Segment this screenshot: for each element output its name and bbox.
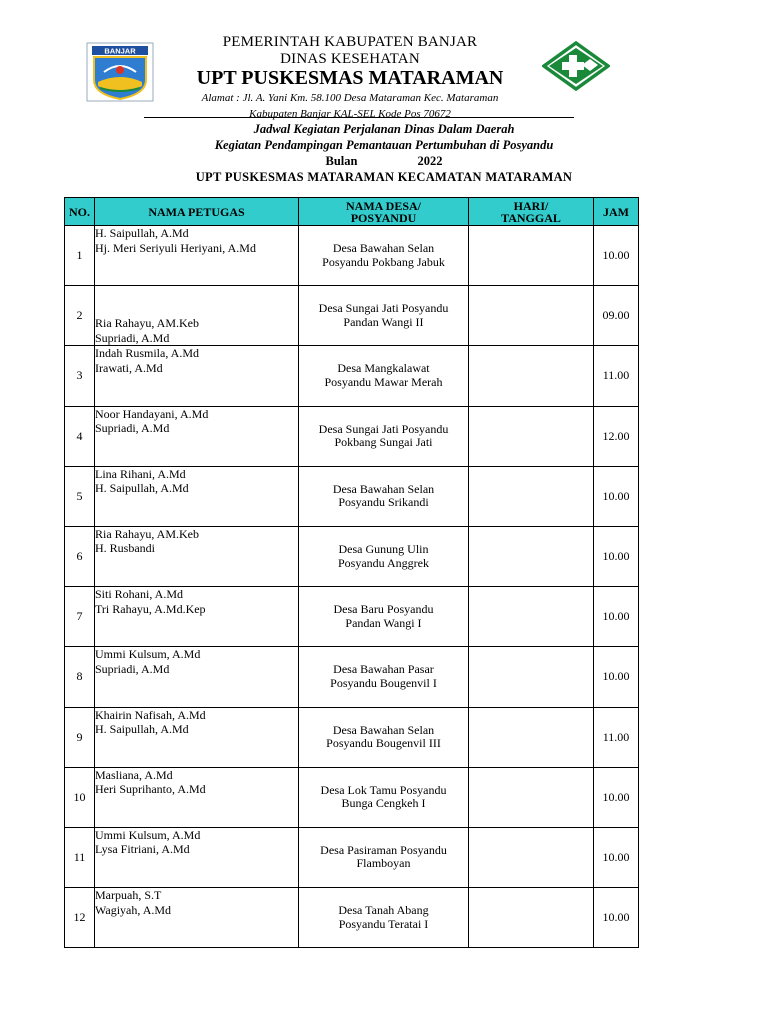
header-department: DINAS KESEHATAN xyxy=(280,51,420,67)
petugas-name-1: Indah Rusmila, A.Md xyxy=(95,346,199,361)
table-row xyxy=(65,226,639,286)
cell-hari xyxy=(469,767,594,827)
title-month-row xyxy=(0,153,768,169)
petugas-name-2: H. Saipullah, A.Md xyxy=(95,481,189,496)
cell-petugas xyxy=(95,888,299,948)
table-row xyxy=(65,707,639,767)
desa-line-2: Posyandu Mawar Merah xyxy=(324,374,443,389)
petugas-name-1: H. Saipullah, A.Md xyxy=(95,226,189,240)
desa-line-1: Desa Mangkalawat xyxy=(337,361,430,376)
cell-petugas xyxy=(95,647,299,707)
col-header-no: NO. xyxy=(65,198,95,226)
title-activity: Kegiatan Pendampingan Pemantauan Pertumbuhan di Posyandu xyxy=(214,138,554,152)
desa-line-2: Flamboyan xyxy=(356,856,411,871)
cell-no: 5 xyxy=(65,466,95,526)
col-header-desa-line1: NAMA DESA/ xyxy=(345,198,421,213)
cell-no: 7 xyxy=(65,587,95,647)
desa-line-1: Desa Tanah Abang xyxy=(338,903,429,918)
petugas-name-2: Irawati, A.Md xyxy=(95,360,163,375)
petugas-name-2: H. Rusbandi xyxy=(95,541,155,556)
title-year: 2022 xyxy=(417,154,443,168)
petugas-name-1: Marpuah, S.T xyxy=(95,888,162,903)
table-row xyxy=(65,466,639,526)
cell-jam: 10.00 xyxy=(594,888,639,948)
cell-petugas xyxy=(95,827,299,887)
cell-jam: 12.00 xyxy=(594,406,639,466)
desa-line-1: Desa Lok Tamu Posyandu xyxy=(320,782,447,797)
desa-line-2: Posyandu Srikandi xyxy=(338,495,429,510)
cell-no: 12 xyxy=(65,888,95,948)
petugas-name-2: Supriadi, A.Md xyxy=(95,330,170,345)
petugas-name-2: Supriadi, A.Md xyxy=(95,421,170,436)
desa-line-1: Desa Pasiraman Posyandu xyxy=(320,842,447,857)
petugas-name-2: H. Saipullah, A.Md xyxy=(95,722,189,736)
desa-line-2: Posyandu Bougenvil III xyxy=(326,736,441,751)
desa-line-1: Desa Bawahan Selan xyxy=(332,241,435,256)
cell-petugas xyxy=(95,226,299,286)
cell-hari xyxy=(469,226,594,286)
desa-line-1: Desa Bawahan Selan xyxy=(332,722,435,737)
table-header-row xyxy=(65,198,639,226)
cell-hari xyxy=(469,827,594,887)
cell-no: 3 xyxy=(65,346,95,406)
title-unit: UPT PUSKESMAS MATARAMAN KECAMATAN MATARAMAN xyxy=(195,170,573,184)
cell-jam: 10.00 xyxy=(594,587,639,647)
cell-desa xyxy=(299,707,469,767)
desa-line-1: Desa Gunung Ulin xyxy=(338,542,429,557)
petugas-name-2: Wagiyah, A.Md xyxy=(95,902,172,917)
cell-petugas xyxy=(95,346,299,406)
header-puskesmas-name: UPT PUSKESMAS MATARAMAN xyxy=(196,67,504,89)
puskesmas-logo-icon xyxy=(542,41,610,91)
cell-jam: 09.00 xyxy=(594,286,639,346)
cell-no: 10 xyxy=(65,767,95,827)
desa-line-2: Bunga Cengkeh I xyxy=(341,796,426,811)
cell-jam: 10.00 xyxy=(594,767,639,827)
col-header-hari xyxy=(469,198,594,226)
cell-petugas xyxy=(95,767,299,827)
cell-desa xyxy=(299,226,469,286)
col-header-hari-line1: HARI/ xyxy=(513,198,549,213)
cell-hari xyxy=(469,526,594,586)
table-row xyxy=(65,286,639,346)
petugas-name-1: Noor Handayani, A.Md xyxy=(95,406,209,421)
cell-hari xyxy=(469,647,594,707)
cell-desa xyxy=(299,888,469,948)
cell-desa xyxy=(299,827,469,887)
cell-petugas xyxy=(95,406,299,466)
cell-jam: 10.00 xyxy=(594,827,639,887)
col-header-desa xyxy=(299,198,469,226)
petugas-name-1: Lina Rihani, A.Md xyxy=(95,466,186,481)
letterhead xyxy=(0,34,768,120)
cell-desa xyxy=(299,767,469,827)
petugas-name-1: Khairin Nafisah, A.Md xyxy=(95,707,206,722)
cell-hari xyxy=(469,346,594,406)
cell-petugas xyxy=(95,286,299,346)
cell-hari xyxy=(469,707,594,767)
cell-jam: 10.00 xyxy=(594,466,639,526)
petugas-name-1: Ummi Kulsum, A.Md xyxy=(95,647,201,662)
table-row xyxy=(65,647,639,707)
cell-hari xyxy=(469,888,594,948)
desa-line-1: Desa Sungai Jati Posyandu xyxy=(318,301,449,316)
petugas-name-1: Ria Rahayu, AM.Keb xyxy=(95,316,199,331)
cell-petugas xyxy=(95,526,299,586)
cell-desa xyxy=(299,526,469,586)
header-address-line2: Kabupaten Banjar KAL-SEL Kode Pos 70672 xyxy=(249,108,451,120)
desa-line-1: Desa Bawahan Pasar xyxy=(333,662,434,677)
petugas-name-2: Supriadi, A.Md xyxy=(95,661,170,676)
cell-jam: 10.00 xyxy=(594,526,639,586)
table-row xyxy=(65,827,639,887)
header-address: Alamat : Jl. A. Yani Km. 58.100 Desa Mataraman Kec. Mataraman xyxy=(201,92,499,104)
cell-no: 1 xyxy=(65,226,95,286)
cell-no: 4 xyxy=(65,406,95,466)
cell-no: 2 xyxy=(65,286,95,346)
cell-desa xyxy=(299,587,469,647)
col-header-jam: JAM xyxy=(594,198,639,226)
cell-jam: 10.00 xyxy=(594,647,639,707)
table-row xyxy=(65,767,639,827)
col-header-hari-line2: TANGGAL xyxy=(501,210,561,225)
desa-line-1: Desa Baru Posyandu xyxy=(333,602,434,617)
desa-line-1: Desa Sungai Jati Posyandu xyxy=(318,421,449,436)
col-header-petugas: NAMA PETUGAS xyxy=(95,198,299,226)
petugas-name-2: Heri Suprihanto, A.Md xyxy=(95,782,206,797)
cell-petugas xyxy=(95,587,299,647)
desa-line-2: Pokbang Sungai Jati xyxy=(334,435,433,450)
cell-desa xyxy=(299,647,469,707)
cell-desa xyxy=(299,406,469,466)
cell-jam: 11.00 xyxy=(594,707,639,767)
logo-left-text: BANJAR xyxy=(104,46,136,56)
header-divider xyxy=(144,117,574,118)
desa-line-2: Posyandu Pokbang Jabuk xyxy=(322,254,445,269)
table-row xyxy=(65,888,639,948)
cell-desa xyxy=(299,286,469,346)
table-row xyxy=(65,406,639,466)
title-month-label: Bulan xyxy=(325,154,358,168)
cell-no: 6 xyxy=(65,526,95,586)
desa-line-2: Posyandu Anggrek xyxy=(338,555,429,570)
schedule-table xyxy=(64,197,639,948)
petugas-name-1: Ummi Kulsum, A.Md xyxy=(95,827,201,842)
desa-line-2: Posyandu Teratai I xyxy=(338,916,429,931)
desa-line-2: Posyandu Bougenvil I xyxy=(330,675,437,690)
petugas-name-1: Ria Rahayu, AM.Keb xyxy=(95,526,199,541)
petugas-name-1: Masliana, A.Md xyxy=(95,767,173,782)
cell-hari xyxy=(469,466,594,526)
cell-hari xyxy=(469,406,594,466)
cell-desa xyxy=(299,346,469,406)
cell-no: 8 xyxy=(65,647,95,707)
cell-desa xyxy=(299,466,469,526)
petugas-name-2: Hj. Meri Seriyuli Heriyani, A.Md xyxy=(95,240,256,255)
petugas-name-2: Lysa Fitriani, A.Md xyxy=(95,842,190,857)
header-government: PEMERINTAH KABUPATEN BANJAR xyxy=(222,34,478,50)
desa-line-2: Pandan Wangi I xyxy=(345,615,422,630)
table-row xyxy=(65,526,639,586)
cell-no: 9 xyxy=(65,707,95,767)
desa-line-2: Pandan Wangi II xyxy=(343,314,424,329)
cell-jam: 10.00 xyxy=(594,226,639,286)
table-row xyxy=(65,587,639,647)
cell-petugas xyxy=(95,466,299,526)
cell-hari xyxy=(469,587,594,647)
desa-line-1: Desa Bawahan Selan xyxy=(332,481,435,496)
col-header-desa-line2: POSYANDU xyxy=(350,210,417,225)
cell-petugas xyxy=(95,707,299,767)
cell-hari xyxy=(469,286,594,346)
table-row xyxy=(65,346,639,406)
document-title-block xyxy=(0,121,768,185)
title-schedule: Jadwal Kegiatan Perjalanan Dinas Dalam Daerah xyxy=(253,122,515,136)
petugas-name-2: Tri Rahayu, A.Md.Kep xyxy=(95,601,206,616)
cell-jam: 11.00 xyxy=(594,346,639,406)
cell-no: 11 xyxy=(65,827,95,887)
petugas-name-1: Siti Rohani, A.Md xyxy=(95,587,184,602)
